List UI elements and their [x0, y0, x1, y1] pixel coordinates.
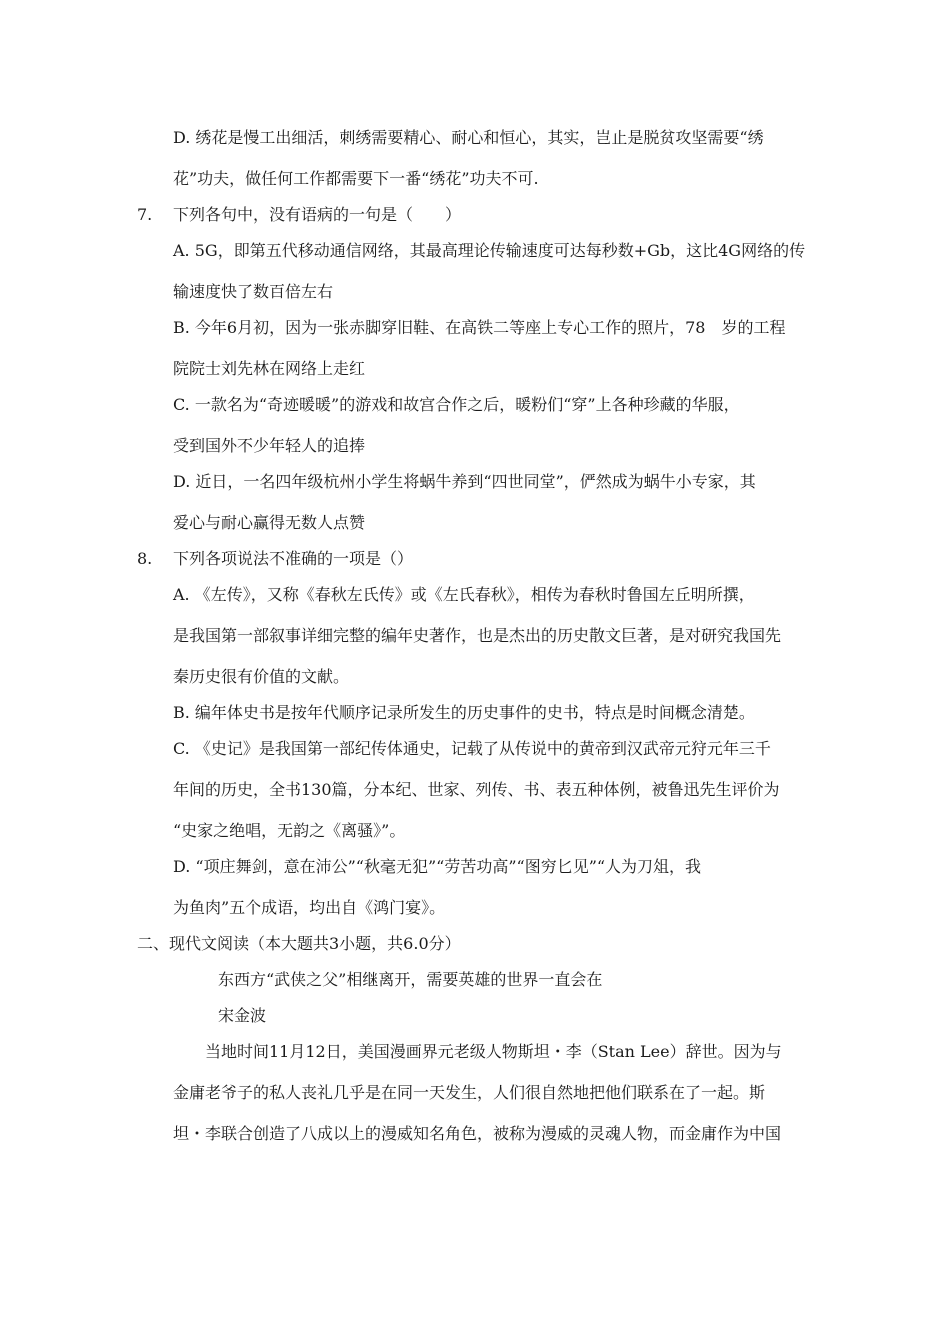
question-7-option-a-line-1: A. 5G，即第五代移动通信网络，其最高理论传输速度可达每秒数+Gb，这比4G网络的传 [173, 241, 806, 260]
article-paragraph-line-3: 坦・李联合创造了八成以上的漫威知名角色，被称为漫威的灵魂人物，而金庸作为中国 [173, 1124, 782, 1143]
question-7-option-c-line-1: C. 一款名为“奇迹暖暖”的游戏和故宫合作之后，暖粉们“穿”上各种珍藏的华服， [173, 395, 740, 414]
question-8-option-b-line-1: B. 编年体史书是按年代顺序记录所发生的历史事件的史书，特点是时间概念清楚。 [173, 703, 755, 722]
question-8-option-d-line-1: D. “项庄舞剑，意在沛公”“秋毫无犯”“劳苦功高”“图穷匕见”“人为刀俎，我 [173, 857, 702, 876]
question-8-option-c-line-1: C. 《史记》是我国第一部纪传体通史，记载了从传说中的黄帝到汉武帝元狩元年三千 [173, 739, 771, 758]
question-8-option-a-line-2: 是我国第一部叙事详细完整的编年史著作，也是杰出的历史散文巨著，是对研究我国先 [173, 626, 782, 645]
question-8-number: 8. [137, 549, 153, 568]
prev-option-d-line-2: 花”功夫，做任何工作都需要下一番“绣花”功夫不可. [173, 169, 539, 188]
question-8-option-d-line-2: 为鱼肉”五个成语，均出自《鸿门宴》。 [173, 898, 446, 917]
question-7-option-b-line-2: 院院士刘先林在网络上走红 [173, 359, 366, 378]
question-7-option-b-line-1: B. 今年6月初，因为一张赤脚穿旧鞋、在高铁二等座上专心工作的照片，78 岁的工程 [173, 318, 786, 337]
question-8-option-c-line-2: 年间的历史，全书130篇，分本纪、世家、列传、书、表五种体例，被鲁迅先生评价为 [173, 780, 780, 799]
article-paragraph-line-1: 当地时间11月12日，美国漫画界元老级人物斯坦・李（Stan Lee）辞世。因为与 [205, 1042, 782, 1061]
question-8-option-a-line-3: 秦历史很有价值的文献。 [173, 667, 350, 686]
question-7-stem: 下列各句中，没有语病的一句是（ ） [173, 205, 462, 224]
question-7-option-a-line-2: 输速度快了数百倍左右 [173, 282, 334, 301]
question-8-stem: 下列各项说法不准确的一项是（） [173, 549, 414, 568]
question-8-option-a-line-1: A. 《左传》，又称《春秋左氏传》或《左氏春秋》，相传为春秋时鲁国左丘明所撰， [173, 585, 755, 604]
question-8-option-c-line-3: “史家之绝唱，无韵之《离骚》”。 [173, 821, 406, 840]
section-2-heading: 二、现代文阅读（本大题共3小题，共6.0分） [137, 934, 461, 953]
article-paragraph-line-2: 金庸老爷子的私人丧礼几乎是在同一天发生，人们很自然地把他们联系在了一起。斯 [173, 1083, 766, 1102]
question-7-option-d-line-2: 爱心与耐心赢得无数人点赞 [173, 513, 366, 532]
article-author: 宋金波 [218, 1006, 267, 1025]
question-7-option-d-line-1: D. 近日，一名四年级杭州小学生将蜗牛养到“四世同堂”，俨然成为蜗牛小专家，其 [173, 472, 756, 491]
prev-option-d-line-1: D. 绣花是慢工出细活，刺绣需要精心、耐心和恒心，其实，岂止是脱贫攻坚需要“绣 [173, 128, 764, 147]
question-7-option-c-line-2: 受到国外不少年轻人的追捧 [173, 436, 366, 455]
article-title: 东西方“武侠之父”相继离开，需要英雄的世界一直会在 [218, 970, 603, 989]
question-7-number: 7. [137, 205, 153, 224]
